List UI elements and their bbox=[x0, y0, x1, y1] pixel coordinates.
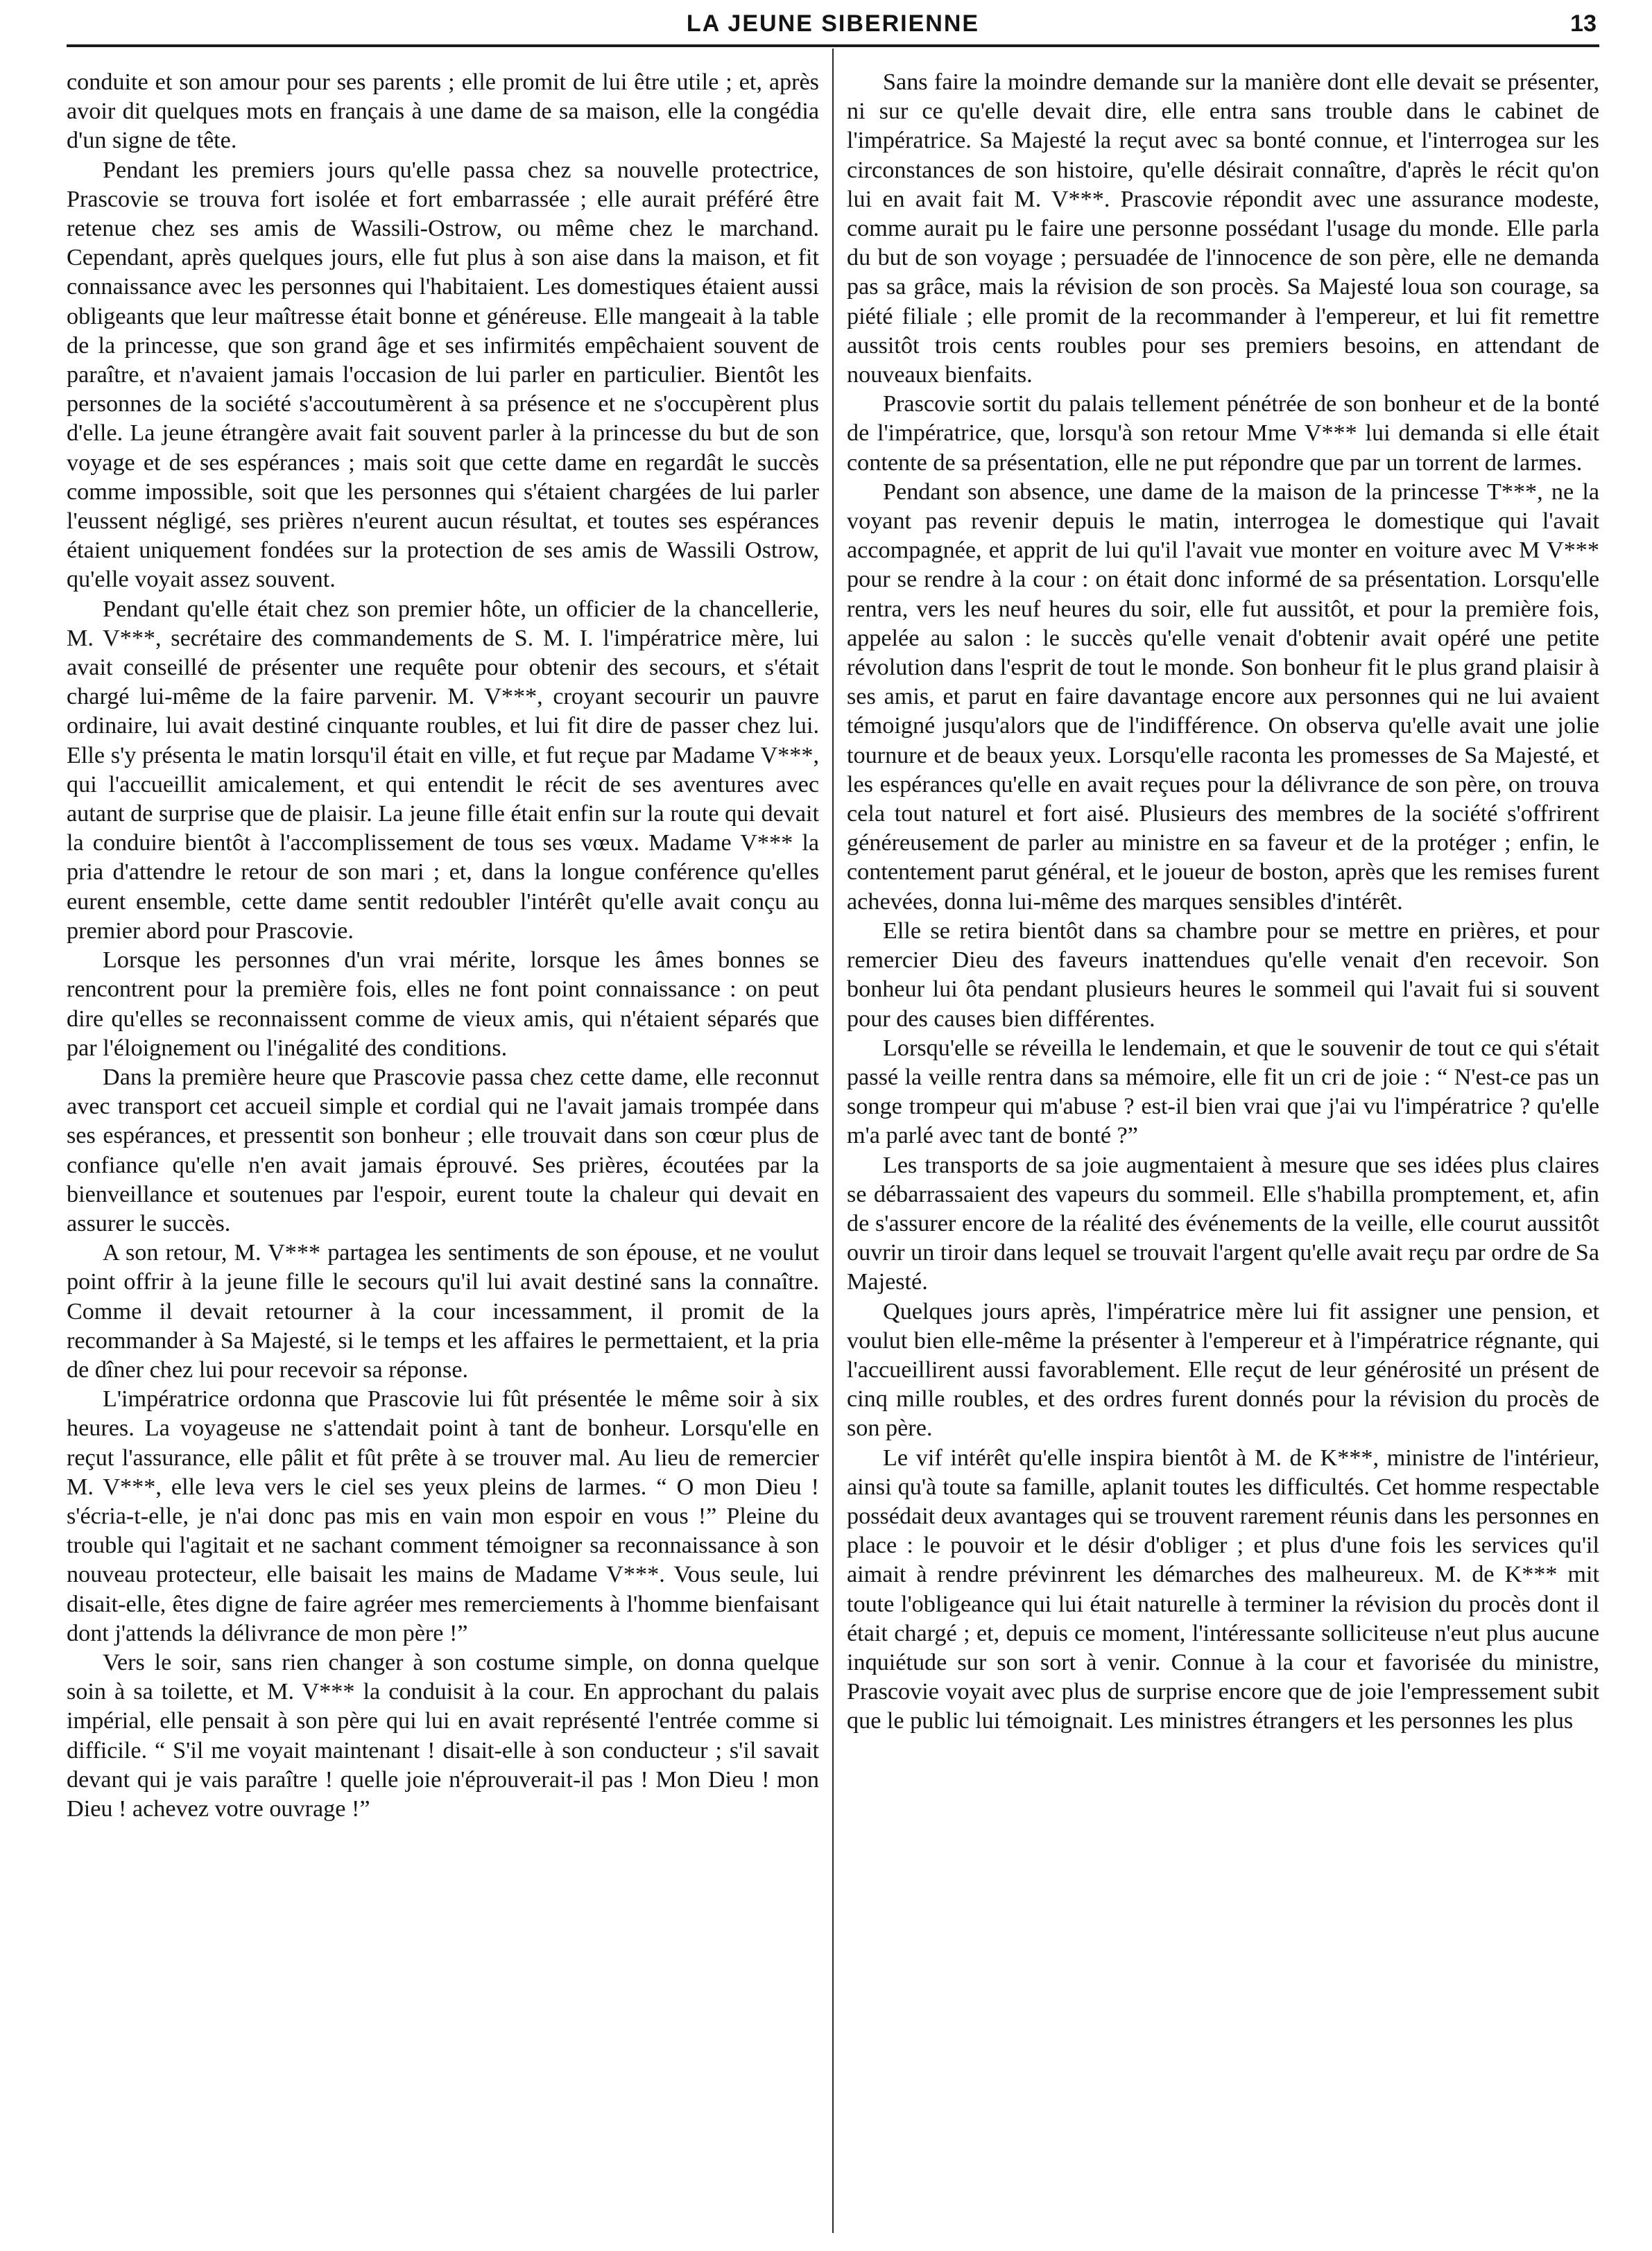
paragraph: A son retour, M. V*** partagea les sentiments de son épouse, et ne voulut point offrir à la jeune fille le secours qu'il lui avait destiné sans la connaître. Comme il devait retourner à la cour incessamment, il promit de la recommander à Sa Majesté, si le temps et les affaires le permettaient, et la pria de dîner chez lui pour recevoir sa réponse. bbox=[67, 1240, 819, 1383]
paragraph: Lorsqu'elle se réveilla le lendemain, et que le souvenir de tout ce qui s'était passé la veille rentra dans sa mémoire, elle fit un cri de joie : “ N'est-ce pas un songe trompeur qui m'abuse ? est-il bien vrai que j'ai vu l'impératrice ? qu'elle m'a parlé avec tant de bonté ?” bbox=[847, 1035, 1599, 1149]
right-column bbox=[847, 68, 1599, 1736]
paragraph: Sans faire la moindre demande sur la manière dont elle devait se présenter, ni sur ce qu'elle devait dire, elle entra sans trouble dans le cabinet de l'impératrice. Sa Majesté la reçut avec sa bonté connue, et l'interrogea sur les circonstances de son histoire, qu'elle désirait connaître, d'après le récit qu'on lui en avait fait M. V***. Prascovie répondit avec une assurance modeste, comme aurait pu le faire une personne possédant l'usage du monde. Elle parla du but de son voyage ; persuadée de l'innocence de son père, elle ne demanda pas sa grâce, mais la révision de son procès. Sa Majesté loua son courage, sa piété filiale ; elle promit de la recommander à l'empereur, et lui fit remettre aussitôt trois cents roubles pour ses premiers besoins, en attendant de nouveaux bienfaits. bbox=[847, 69, 1599, 388]
page-number: 13 bbox=[1570, 10, 1597, 37]
newspaper-page bbox=[67, 0, 1599, 2251]
paragraph: Dans la première heure que Prascovie passa chez cette dame, elle reconnut avec transport cet accueil simple et cordial qui ne l'avait jamais trompée dans ses espérances, et pressentit son bonheur ; elle trouvait dans son cœur plus de confiance qu'elle n'en avait jamais éprouvé. Ses prières, écoutées par la bienveillance et soutenues par l'espoir, eurent toute la chaleur qui devait en assurer le succès. bbox=[67, 1064, 819, 1236]
running-title: LA JEUNE SIBERIENNE bbox=[686, 10, 980, 37]
paragraph: Elle se retira bientôt dans sa chambre pour se mettre en prières, et pour remercier Dieu des faveurs inattendues qu'elle venait d'en recevoir. Son bonheur lui ôta pendant plusieurs heures le sommeil qui l'avait fui si souvent pour des causes bien différentes. bbox=[847, 917, 1599, 1032]
paragraph: Quelques jours après, l'impératrice mère lui fit assigner une pension, et voulut bien elle-même la présenter à l'empereur et à l'impératrice régnante, qui l'accueillirent aussi favorablement. Elle reçut de leur générosité un présent de cinq mille roubles, et des ordres furent donnés pour la révision du procès de son père. bbox=[847, 1298, 1599, 1442]
paragraph: Pendant qu'elle était chez son premier hôte, un officier de la chancellerie, M. V***, secrétaire des commandements de S. M. I. l'impératrice mère, lui avait conseillé de présenter une requête pour obtenir des secours, et s'était chargé lui-même de la faire parvenir. M. V***, croyant secourir un pauvre ordinaire, lui avait destiné cinquante roubles, et lui fit dire de passer chez lui. Elle s'y présenta le matin lorsqu'il était en ville, et fut reçue par Madame V***, qui l'accueillit amicalement, et qui entendit le récit de ses aventures avec autant de surprise que de plaisir. La jeune fille était enfin sur la route qui devait la conduire bientôt à l'accomplissement de tous ses vœux. Madame V*** la pria d'attendre le retour de son mari ; et, dans la longue conférence qu'elles eurent ensemble, cette dame sentit redoubler l'intérêt qu'elle avait conçu au premier abord pour Prascovie. bbox=[67, 596, 819, 944]
paragraph: L'impératrice ordonna que Prascovie lui fût présentée le même soir à six heures. La voyageuse ne s'attendait point à tant de bonheur. Lorsqu'elle en reçut l'assurance, elle pâlit et fût prête à se trouver mal. Au lieu de remercier M. V***, elle leva vers le ciel ses yeux pleins de larmes. “ O mon Dieu ! s'écria-t-elle, je n'ai donc pas mis en vain mon espoir en vous !” Pleine du trouble qui l'agitait et ne sachant comment témoigner sa reconnaissance à son nouveau protecteur, elle baisait les mains de Madame V***. Vous seule, lui disait-elle, êtes digne de faire agréer mes remerciements à l'homme bienfaisant dont j'attends la délivrance de mon père !” bbox=[67, 1386, 819, 1646]
paragraph: conduite et son amour pour ses parents ; elle promit de lui être utile ; et, après avoir dit quelques mots en français à une dame de sa maison, elle la congédia d'un signe de tête. bbox=[67, 69, 819, 154]
page-header bbox=[67, 6, 1599, 47]
column-divider bbox=[832, 49, 834, 2233]
paragraph: Le vif intérêt qu'elle inspira bientôt à M. de K***, ministre de l'intérieur, ainsi qu'à toute sa famille, aplanit toutes les difficultés. Cet homme respectable possédait deux avantages qui se trouvent rarement réunis dans les personnes en place : le pouvoir et le désir d'obliger ; et plus d'une fois les services qu'il aimait à rendre prévinrent les démarches des malheureux. M. de K*** mit toute l'obligeance qui lui était naturelle à terminer la révision du procès dont il était chargé ; et, depuis ce moment, l'intéressante solliciteuse n'eut plus aucune inquiétude sur son sort à venir. Connue à la cour et favorisée du ministre, Prascovie voyait avec plus de surprise encore que de joie l'empressement subit que le public lui témoignait. Les ministres étrangers et les personnes les plus bbox=[847, 1444, 1599, 1734]
paragraph: Vers le soir, sans rien changer à son costume simple, on donna quelque soin à sa toilette, et M. V*** la conduisit à la cour. En approchant du palais impérial, elle pensait à son père qui lui en avait représenté l'entrée comme si difficile. “ S'il me voyait maintenant ! disait-elle à son conducteur ; s'il savait devant qui je vais paraître ! quelle joie n'éprouverait-il pas ! Mon Dieu ! mon Dieu ! achevez votre ouvrage !” bbox=[67, 1649, 819, 1822]
paragraph: Pendant les premiers jours qu'elle passa chez sa nouvelle protectrice, Prascovie se trouva fort isolée et fort embarrassée ; elle aurait préféré être retenue chez ses amis de Wassili-Ostrow, ou même chez le marchand. Cependant, après quelques jours, elle fut plus à son aise dans la maison, et fit connaissance avec les personnes qui l'habitaient. Les domestiques étaient aussi obligeants que leur maîtresse était bonne et généreuse. Elle mangeait à la table de la princesse, que son grand âge et ses infirmités empêchaient souvent de paraître, et n'avaient jamais l'occasion de lui parler en particulier. Bientôt les personnes de la société s'accoutumèrent à sa présence et ne s'occupèrent plus d'elle. La jeune étrangère avait fait souvent parler à la princesse du but de son voyage et de ses espérances ; mais soit que cette dame en regardât le succès comme impossible, soit que les personnes qui s'étaient chargées de lui parler l'eussent négligé, ses prières n'eurent aucun résultat, et toutes ses espérances étaient uniquement fondées sur la protection de ses amis de Wassili Ostrow, qu'elle voyait assez souvent. bbox=[67, 157, 819, 593]
paragraph: Les transports de sa joie augmentaient à mesure que ses idées plus claires se débarrassaient des vapeurs du sommeil. Elle s'habilla promptement, et, afin de s'assurer encore de la réalité des événements de la veille, elle courut aussitôt ouvrir un tiroir dans lequel se trouvait l'argent qu'elle avait reçu par ordre de Sa Majesté. bbox=[847, 1152, 1599, 1295]
paragraph: Pendant son absence, une dame de la maison de la princesse T***, ne la voyant pas revenir depuis le matin, interrogea le domestique qui l'avait accompagnée, et apprit de lui qu'il l'avait vue monter en voiture avec M V*** pour se rendre à la cour : on était donc informé de sa présentation. Lorsqu'elle rentra, vers les neuf heures du soir, elle fut aussitôt, et pour la première fois, appelée au salon : le succès qu'elle venait d'obtenir avait opéré une petite révolution dans l'esprit de tout le monde. Son bonheur fit le plus grand plaisir à ses amis, et parut en faire davantage encore aux personnes qui ne lui avaient témoigné jusqu'alors que de l'indifférence. On observa qu'elle avait une jolie tournure et de beaux yeux. Lorsqu'elle raconta les promesses de Sa Majesté, et les espérances qu'elle en avait reçues pour la délivrance de son père, on trouva cela tout naturel et fort aisé. Plusieurs des membres de la société s'offrirent généreusement de parler au ministre en sa faveur et de la protéger ; enfin, le contentement parut général, et le joueur de boston, après que les remises furent achevées, donna lui-même des marques sensibles d'intérêt. bbox=[847, 478, 1599, 915]
paragraph: Lorsque les personnes d'un vrai mérite, lorsque les âmes bonnes se rencontrent pour la première fois, elles ne font point connaissance : on peut dire qu'elles se reconnaissent comme de vieux amis, qui n'étaient séparés que par l'éloignement ou l'inégalité des conditions. bbox=[67, 947, 819, 1061]
left-column bbox=[67, 68, 819, 1824]
paragraph: Prascovie sortit du palais tellement pénétrée de son bonheur et de la bonté de l'impératrice, que, lorsqu'à son retour Mme V*** lui demanda si elle était contente de sa présentation, elle ne put répondre que par un torrent de larmes. bbox=[847, 391, 1599, 476]
